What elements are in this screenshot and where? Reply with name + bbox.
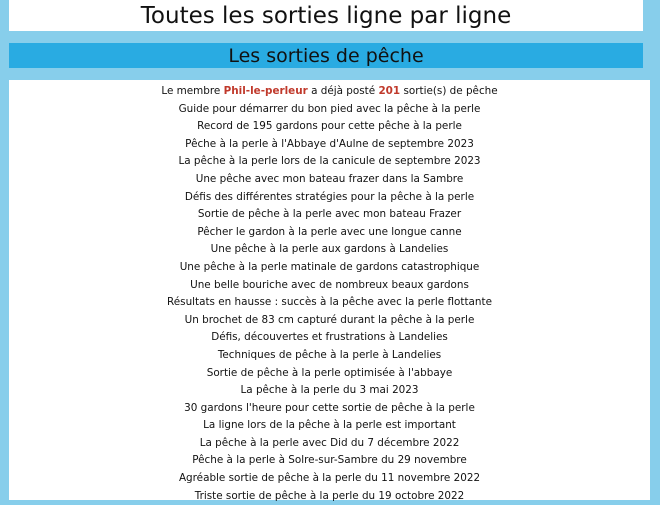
- outing-link[interactable]: La pêche à la perle avec Did du 7 décembre 2022: [199, 436, 460, 449]
- outings-panel: [9, 80, 650, 500]
- section-header: [9, 43, 643, 68]
- outing-link[interactable]: Sortie de pêche à la perle optimisée à l'abbaye: [206, 366, 453, 379]
- outing-link[interactable]: Sortie de pêche à la perle avec mon bateau Frazer: [197, 208, 462, 221]
- outing-link[interactable]: La pêche à la perle lors de la canicule de septembre 2023: [178, 155, 481, 168]
- intro-suffix: sortie(s) de pêche: [403, 85, 498, 97]
- outing-link[interactable]: Agréable sortie de pêche à la perle du 11 novembre 2022: [178, 472, 481, 485]
- outing-link[interactable]: Record de 195 gardons pour cette pêche à la perle: [197, 120, 462, 133]
- outing-link[interactable]: Défis des différentes stratégies pour la pêche à la perle: [184, 190, 475, 203]
- outing-link[interactable]: Pêche à la perle à l'Abbaye d'Aulne de septembre 2023: [185, 137, 474, 150]
- intro-middle: a déjà posté: [311, 85, 376, 97]
- outing-link[interactable]: Un brochet de 83 cm capturé durant la pêche à la perle: [184, 313, 475, 326]
- outing-link[interactable]: La pêche à la perle du 3 mai 2023: [240, 384, 419, 397]
- member-summary: [9, 80, 650, 101]
- outing-link[interactable]: Une pêche avec mon bateau frazer dans la Sambre: [195, 172, 464, 185]
- outing-link[interactable]: 30 gardons l'heure pour cette sortie de pêche à la perle: [184, 401, 475, 414]
- outing-link[interactable]: Résultats en hausse : succès à la pêche avec la perle flottante: [167, 296, 492, 309]
- outing-link[interactable]: Une pêche à la perle matinale de gardons catastrophique: [179, 260, 480, 273]
- outing-link[interactable]: La ligne lors de la pêche à la perle est important: [203, 419, 456, 432]
- member-link[interactable]: Phil-le-perleur: [223, 85, 308, 97]
- page-title-box: [9, 0, 643, 31]
- outing-link[interactable]: Une pêche à la perle aux gardons à Landelies: [210, 243, 449, 256]
- outing-link[interactable]: Guide pour démarrer du bon pied avec la pêche à la perle: [178, 102, 481, 115]
- page-title: Toutes les sorties ligne par ligne: [140, 2, 512, 29]
- outing-link[interactable]: Pêche à la perle à Solre-sur-Sambre du 29 novembre: [192, 454, 467, 467]
- outing-link[interactable]: Pêcher le gardon à la perle avec une longue canne: [197, 225, 462, 238]
- outing-link[interactable]: Une belle bouriche avec de nombreux beaux gardons: [190, 278, 469, 291]
- outings-list: [9, 101, 650, 505]
- outing-link[interactable]: Techniques de pêche à la perle à Landelies: [217, 348, 442, 361]
- intro-prefix: Le membre: [161, 85, 221, 97]
- section-title: Les sorties de pêche: [228, 44, 424, 67]
- outing-link[interactable]: Triste sortie de pêche à la perle du 19 octobre 2022: [194, 489, 465, 502]
- outing-link[interactable]: Défis, découvertes et frustrations à Landelies: [211, 331, 448, 344]
- outing-count: 201: [378, 85, 401, 97]
